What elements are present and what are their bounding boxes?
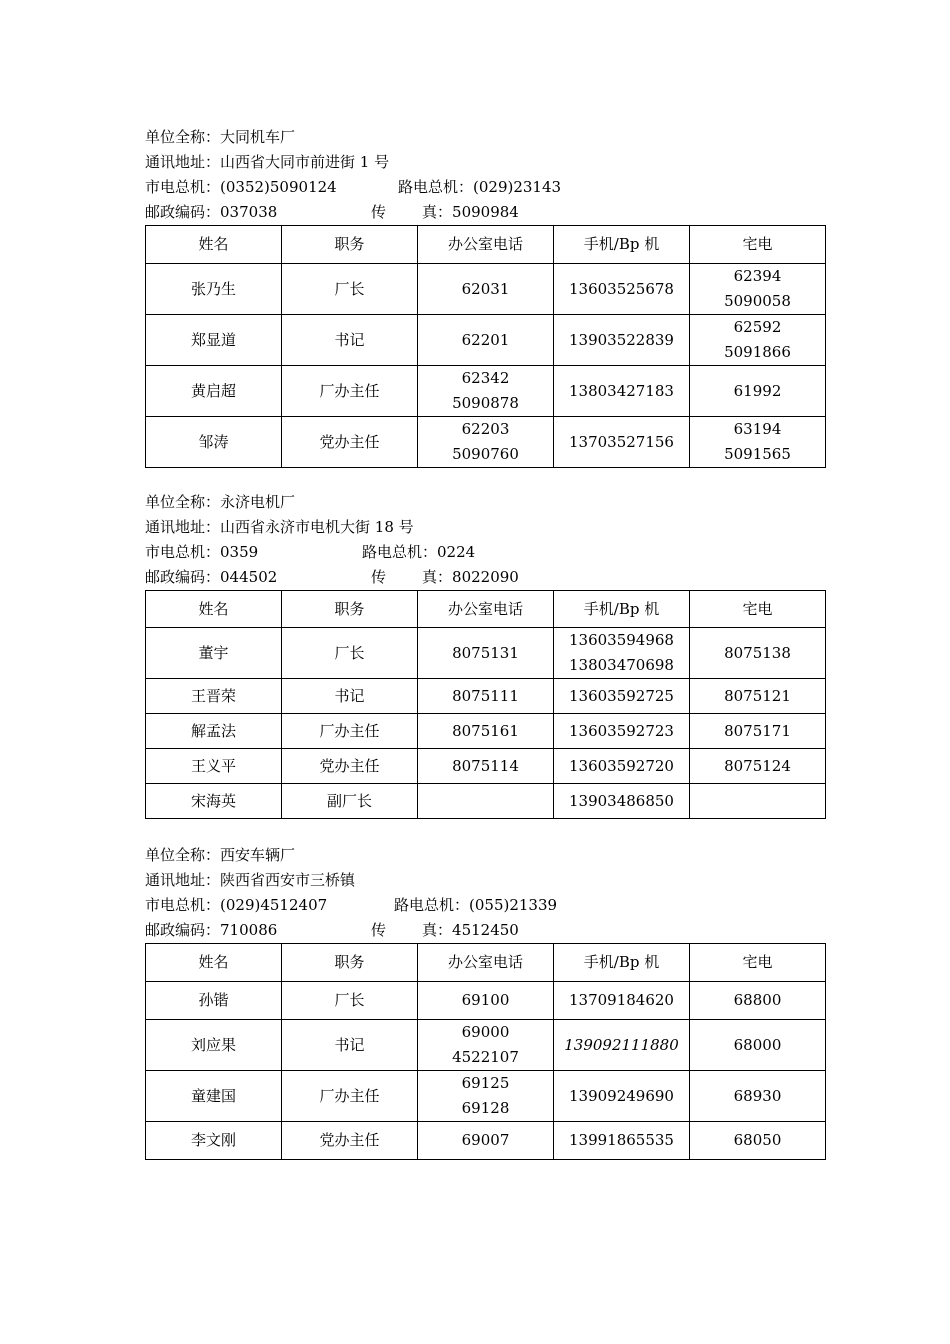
cell-home [690,1071,826,1122]
cell-title: 厂长 [282,628,418,679]
fax-label-a: 传 [371,568,387,586]
contacts-table [145,590,826,819]
header-home-phone: 宅电 [690,226,826,264]
home-number: 68000 [733,1035,782,1054]
address-line [145,150,825,175]
table-row [146,264,826,315]
cell-title: 副厂长 [282,784,418,819]
home-number: 62394 [733,267,782,285]
rail-phone-value: (055)21339 [469,896,558,914]
cell-title: 党办主任 [282,417,418,468]
mobile-number: 13709184620 [569,991,674,1009]
cell-name: 李文刚 [146,1122,282,1160]
office-number: 62201 [461,330,510,349]
table-row [146,1071,826,1122]
home-number: 5091565 [724,445,791,463]
cell-mobile [554,366,690,417]
mobile-number: 13703527156 [569,432,674,451]
cell-name: 邹涛 [146,417,282,468]
home-number: 5090058 [724,292,791,310]
city-phone-label: 市电总机： [145,543,221,561]
fax-value: 8022090 [452,568,519,586]
phone-line [145,893,825,918]
address-value: 山西省永济市电机大街 18 号 [220,518,414,536]
office-number: 69125 [461,1074,510,1092]
address-label: 通讯地址： [145,518,221,536]
postcode-label: 邮政编码： [145,568,221,586]
city-phone-label: 市电总机： [145,178,221,196]
cell-name: 郑显道 [146,315,282,366]
home-number: 8075124 [724,756,791,775]
address-line [145,515,825,540]
office-number: 69128 [461,1099,510,1117]
mobile-number: 13803470698 [569,656,674,674]
office-number: 62031 [461,279,510,298]
unit-name-value: 大同机车厂 [220,128,296,146]
cell-home [690,315,826,366]
cell-home [690,628,826,679]
header-office-phone: 办公室电话 [418,226,554,264]
cell-home [690,1020,826,1071]
header-home-phone: 宅电 [690,591,826,628]
header-mobile: 手机/Bp 机 [554,591,690,628]
cell-office [418,714,554,749]
unit-name-label: 单位全称： [145,846,221,864]
cell-mobile [554,784,690,819]
table-row [146,982,826,1020]
home-number: 8075171 [724,721,791,740]
mobile-number: 13909249690 [569,1086,674,1105]
mobile-number: 13991865535 [569,1131,674,1149]
office-number: 69100 [461,991,510,1009]
city-phone-value: (0352)5090124 [220,178,337,196]
cell-name: 黄启超 [146,366,282,417]
office-number: 5090760 [452,445,519,463]
unit-name-value: 永济电机厂 [220,493,296,511]
cell-name: 张乃生 [146,264,282,315]
postcode-line [145,918,825,943]
table-row [146,366,826,417]
postcode-value: 037038 [220,203,278,221]
fax-label-b: 真： [422,568,453,586]
unit-name-line [145,125,825,150]
cell-name: 童建国 [146,1071,282,1122]
office-number: 8075111 [452,686,519,705]
rail-phone-value: (029)23143 [473,178,562,196]
mobile-number: 13603594968 [569,631,674,649]
table-row [146,749,826,784]
home-number: 8075138 [724,643,791,662]
mobile-number: 13903522839 [569,330,674,349]
cell-mobile [554,264,690,315]
cell-office [418,1071,554,1122]
cell-home [690,982,826,1020]
cell-mobile [554,749,690,784]
header-office-phone: 办公室电话 [418,944,554,982]
cell-mobile [554,982,690,1020]
cell-name: 刘应果 [146,1020,282,1071]
cell-mobile [554,679,690,714]
fax-label-b: 真： [422,921,453,939]
cell-office [418,982,554,1020]
home-number: 8075121 [724,686,791,705]
mobile-number: 13903486850 [569,791,674,810]
cell-mobile [554,1122,690,1160]
city-phone-value: 0359 [220,543,259,561]
office-number: 69007 [461,1131,510,1149]
cell-office [418,417,554,468]
fax-label-a: 传 [371,203,387,221]
cell-title: 党办主任 [282,749,418,784]
home-number: 63194 [733,420,782,438]
city-phone-value: (029)4512407 [220,896,328,914]
table-header-row [146,226,826,264]
cell-home [690,679,826,714]
unit-name-label: 单位全称： [145,128,221,146]
cell-home [690,749,826,784]
cell-home [690,784,826,819]
cell-mobile [554,714,690,749]
postcode-value: 044502 [220,568,278,586]
address-value: 陕西省西安市三桥镇 [220,871,356,889]
mobile-number: 13603592723 [569,721,674,740]
rail-phone-value: 0224 [437,543,476,561]
contacts-table [145,943,826,1160]
table-row [146,714,826,749]
unit-name-value: 西安车辆厂 [220,846,296,864]
address-label: 通讯地址： [145,871,221,889]
address-line [145,868,825,893]
mobile-number: 13603592725 [569,686,674,705]
home-number: 68800 [733,991,782,1009]
office-number: 62342 [461,369,510,387]
cell-title: 书记 [282,679,418,714]
home-number: 62592 [733,318,782,336]
unit-block-yongji [145,490,825,819]
header-home-phone: 宅电 [690,944,826,982]
cell-title: 厂办主任 [282,714,418,749]
cell-home [690,1122,826,1160]
fax-label-a: 传 [371,921,387,939]
cell-title: 厂长 [282,982,418,1020]
header-mobile: 手机/Bp 机 [554,944,690,982]
cell-home [690,366,826,417]
postcode-line [145,200,825,225]
cell-name: 王晋荣 [146,679,282,714]
postcode-label: 邮政编码： [145,921,221,939]
home-number: 68050 [733,1131,782,1149]
cell-home [690,264,826,315]
header-title: 职务 [282,591,418,628]
cell-name: 王义平 [146,749,282,784]
fax-value: 4512450 [452,921,519,939]
office-number: 62203 [461,420,510,438]
home-number: 5091866 [724,343,791,361]
phone-line [145,540,825,565]
rail-phone-label: 路电总机： [394,896,470,914]
address-label: 通讯地址： [145,153,221,171]
cell-title: 厂长 [282,264,418,315]
cell-office [418,749,554,784]
header-title: 职务 [282,944,418,982]
office-number: 8075131 [452,643,519,662]
cell-office [418,628,554,679]
header-mobile: 手机/Bp 机 [554,226,690,264]
address-value: 山西省大同市前进街 1 号 [220,153,390,171]
postcode-line [145,565,825,590]
cell-title: 党办主任 [282,1122,418,1160]
rail-phone-label: 路电总机： [398,178,474,196]
cell-office [418,315,554,366]
cell-name: 宋海英 [146,784,282,819]
cell-office [418,679,554,714]
cell-title: 厂办主任 [282,366,418,417]
table-header-row [146,591,826,628]
table-row [146,315,826,366]
header-title: 职务 [282,226,418,264]
cell-name: 孙锴 [146,982,282,1020]
cell-office [418,366,554,417]
table-row [146,679,826,714]
fax-label-b: 真： [422,203,453,221]
cell-title: 厂办主任 [282,1071,418,1122]
contacts-table [145,225,826,468]
rail-phone-label: 路电总机： [362,543,438,561]
cell-office [418,264,554,315]
office-number: 69000 [461,1023,510,1041]
home-number: 68930 [733,1086,782,1105]
cell-mobile [554,628,690,679]
cell-home [690,417,826,468]
office-number: 8075114 [452,756,519,775]
mobile-number: 13603525678 [569,279,674,298]
table-row [146,417,826,468]
office-number: 8075161 [452,721,519,740]
header-name: 姓名 [146,591,282,628]
unit-block-xian [145,843,825,1160]
postcode-value: 710086 [220,921,278,939]
table-row [146,1020,826,1071]
office-number: 4522107 [452,1048,519,1066]
unit-name-line [145,843,825,868]
header-name: 姓名 [146,226,282,264]
cell-name: 解孟法 [146,714,282,749]
fax-value: 5090984 [452,203,519,221]
cell-office [418,784,554,819]
cell-title: 书记 [282,1020,418,1071]
cell-title: 书记 [282,315,418,366]
mobile-number: 13803427183 [569,381,674,400]
cell-office [418,1122,554,1160]
cell-mobile [554,1020,690,1071]
office-number: 5090878 [452,394,519,412]
mobile-number: 139092111880 [564,1035,679,1054]
table-header-row [146,944,826,982]
phone-line [145,175,825,200]
cell-mobile [554,1071,690,1122]
header-office-phone: 办公室电话 [418,591,554,628]
cell-name: 董宇 [146,628,282,679]
header-name: 姓名 [146,944,282,982]
cell-office [418,1020,554,1071]
unit-block-datong [145,125,825,468]
postcode-label: 邮政编码： [145,203,221,221]
home-number: 61992 [733,381,782,400]
table-row [146,1122,826,1160]
unit-name-line [145,490,825,515]
table-row [146,784,826,819]
cell-home [690,714,826,749]
mobile-number: 13603592720 [569,756,674,775]
cell-mobile [554,417,690,468]
table-row [146,628,826,679]
cell-mobile [554,315,690,366]
city-phone-label: 市电总机： [145,896,221,914]
unit-name-label: 单位全称： [145,493,221,511]
